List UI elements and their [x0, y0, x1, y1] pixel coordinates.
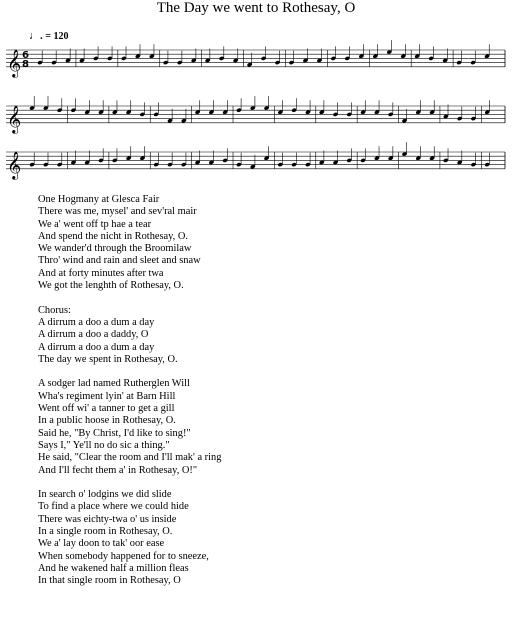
lyric-line: Says I," Ye'll no do sic a thing." [38, 439, 170, 451]
lyric-line: He said, "Clear the room and I'll mak' a ring [38, 452, 222, 464]
treble-clef-icon: 𝄞 [7, 150, 22, 179]
lyric-line: And at forty minutes after twa [38, 267, 164, 279]
tempo-bpm: = 120 [45, 31, 69, 42]
lyric-line: And I'll fecht them a' in Rothesay, O!" [38, 464, 198, 476]
dotted-quarter-note-icon: ♩. [29, 30, 43, 42]
lyric-line: A dirrum a doo a dum a day [38, 316, 155, 328]
lyric-line: We got the lenghth of Rothesay, O. [38, 280, 184, 292]
lyric-line: We wander'd through the Broomilaw [38, 243, 192, 255]
lyric-line: And he wakened half a million fleas [38, 562, 189, 574]
lyric-line: The day we spent in Rothesay, O. [38, 353, 178, 365]
lyric-line: In a public hoose in Rothesay, O. [38, 415, 176, 427]
lyric-line: Said he, "By Christ, I'd like to sing!" [38, 427, 191, 439]
lyric-line: A sodger lad named Rutherglen Will [38, 378, 190, 390]
lyric-line: One Hogmany at Glesca Fair [38, 194, 160, 205]
lyrics-stanza [38, 378, 221, 476]
lyric-line: A dirrum a doo a daddy, O [38, 329, 149, 341]
treble-clef-icon: 𝄞 [7, 104, 22, 133]
treble-clef-icon: 𝄞 [7, 48, 22, 77]
time-signature-bottom: 8 [22, 58, 29, 70]
page-title: The Day we went to Rothesay, O [156, 0, 356, 16]
time-signature-top: 6 [22, 49, 29, 61]
lyric-line: To find a place where we could hide [38, 501, 189, 513]
lyric-line: Went off wi' a tanner to get a gill [38, 403, 175, 415]
lyric-line: And spend the nicht in Rothesay, O. [38, 230, 188, 242]
lyric-line: Chorus: [38, 304, 71, 316]
lyric-line: Wha's regiment lyin' at Barn Hill [38, 390, 176, 402]
lyric-line: In search o' lodgins we did slide [38, 489, 172, 501]
lyrics-stanza [38, 194, 221, 292]
lyric-line: A dirrum a doo a dum a day [38, 341, 155, 353]
lyrics-stanza [38, 489, 221, 587]
lyric-line: We a' went off tp hae a tear [38, 218, 152, 230]
lyrics-stanza [38, 305, 221, 366]
lyrics [38, 194, 221, 600]
lyric-line: There was me, mysel' and sev'ral mair [38, 206, 197, 218]
lyric-line: We a' lay doon to tak' oor ease [38, 538, 165, 550]
lyric-line: When somebody happened for to sneeze, [38, 550, 209, 562]
lyric-line: In that single room in Rothesay, O [38, 575, 181, 587]
lyric-line: Thro' wind and rain and sleet and snaw [38, 255, 201, 267]
music-score [0, 0, 512, 190]
lyric-line: There was eichty-twa o' us inside [38, 513, 177, 525]
lyric-line: In a single room in Rothesay, O. [38, 526, 173, 538]
